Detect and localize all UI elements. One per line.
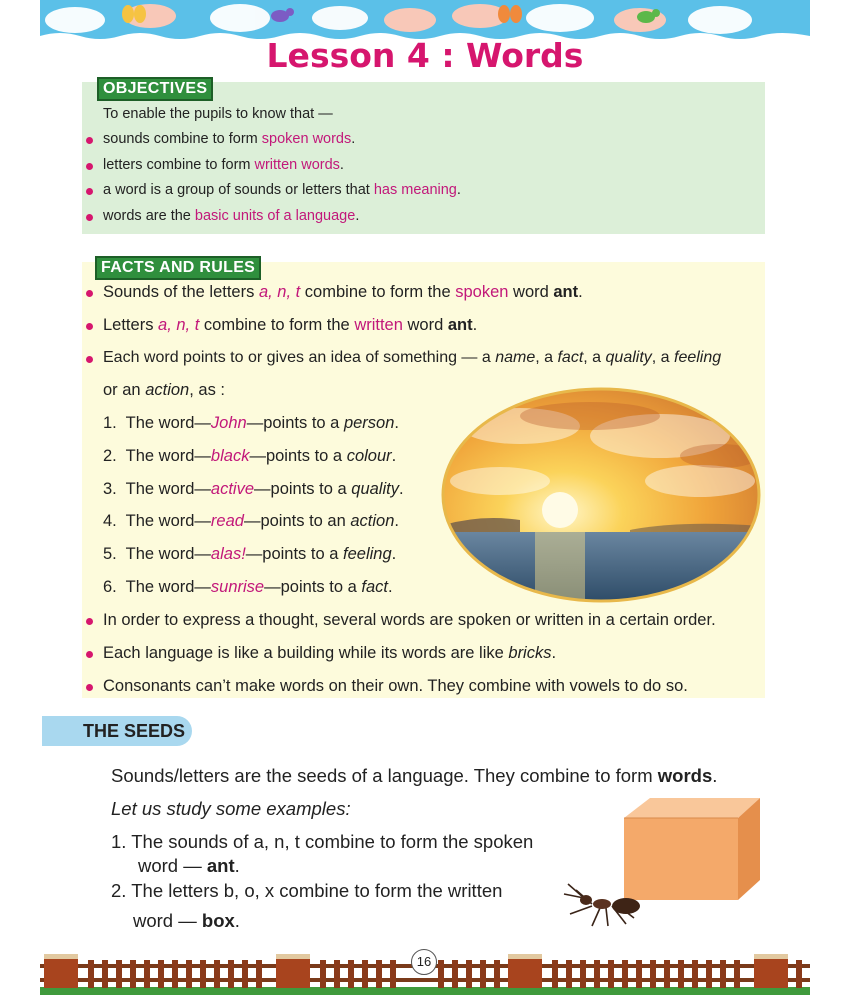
bullet-icon [86, 618, 93, 625]
bullet-icon [86, 651, 93, 658]
fact-item: Sounds of the letters a, n, t combine to form the spoken word ant. [103, 283, 583, 301]
example-item: 5. The word—alas!—points to a feeling. [103, 545, 397, 563]
bullet-icon [86, 137, 93, 144]
example-item: 2. The word—black—points to a colour. [103, 447, 397, 465]
objective-item: a word is a group of sounds or letters that has meaning. [103, 182, 461, 198]
example-item: 3. The word—active—points to a quality. [103, 480, 404, 498]
objectives-heading: OBJECTIVES [97, 77, 213, 101]
bullet-icon [86, 188, 93, 195]
fact-item: Each language is like a building while its words are like bricks. [103, 644, 557, 662]
seeds-example-continued: word — box. [133, 910, 240, 931]
fact-item: Each word points to or gives an idea of something — a name, a fact, a quality, a feeling [103, 349, 722, 366]
fact-item-continued: or an action, as : [103, 381, 225, 399]
sunset-illustration [440, 386, 762, 604]
bullet-icon [86, 684, 93, 691]
example-item: 6. The word—sunrise—points to a fact. [103, 578, 393, 596]
seeds-heading: THE SEEDS [83, 721, 186, 741]
example-item: 4. The word—read—points to an action. [103, 512, 399, 530]
seeds-example: 2. The letters b, o, x combine to form the written [111, 880, 503, 901]
example-item: 1. The word—John—points to a person. [103, 414, 399, 432]
bullet-icon [86, 163, 93, 170]
objective-item: letters combine to form written words. [103, 157, 344, 173]
bullet-icon [86, 214, 93, 221]
page-title: Lesson 4 : Words [266, 36, 584, 75]
seeds-line: Sounds/letters are the seeds of a language. They combine to form words. [111, 765, 718, 786]
objectives-intro: To enable the pupils to know that — [103, 106, 333, 122]
fact-item: Letters a, n, t combine to form the written word ant. [103, 316, 478, 334]
page-number: 16 [411, 949, 437, 975]
seeds-example-continued: word — ant. [138, 855, 240, 876]
seeds-examples-intro: Let us study some examples: [111, 798, 351, 819]
seeds-example: 1. The sounds of a, n, t combine to form the spoken [111, 831, 534, 852]
objective-item: words are the basic units of a language. [103, 208, 360, 224]
ant-illustration [562, 880, 648, 930]
facts-heading: FACTS AND RULES [95, 256, 261, 280]
fact-item: In order to express a thought, several words are spoken or written in a certain order. [103, 611, 716, 629]
fact-item: Consonants can’t make words on their own. They combine with vowels to do so. [103, 677, 688, 695]
objective-item: sounds combine to form spoken words. [103, 131, 356, 147]
bullet-icon [86, 290, 93, 297]
bullet-icon [86, 356, 93, 363]
bullet-icon [86, 323, 93, 330]
